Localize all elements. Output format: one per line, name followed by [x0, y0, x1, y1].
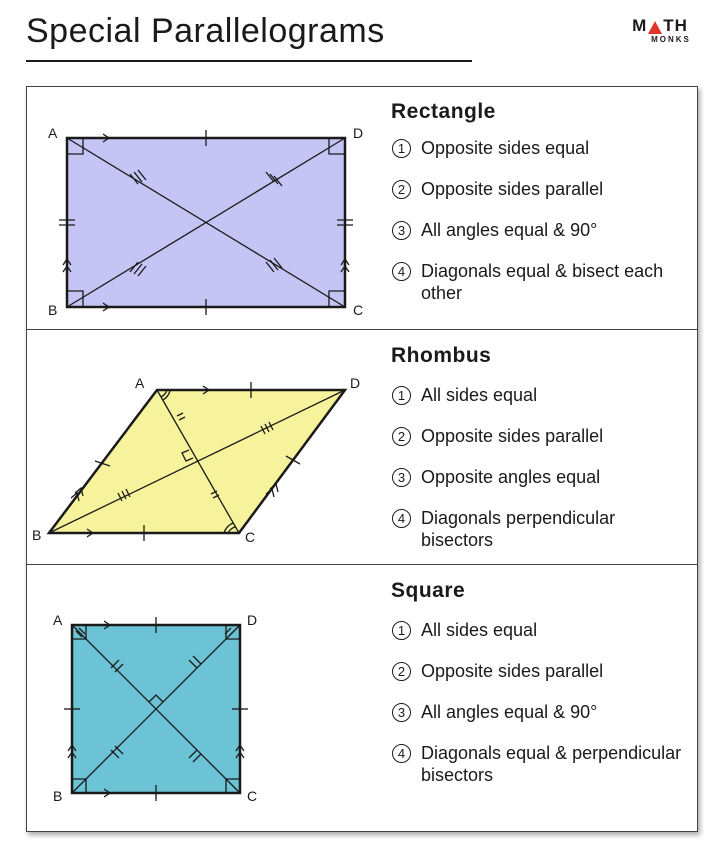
number-badge: 3 [391, 701, 413, 723]
property-text: All sides equal [421, 385, 538, 405]
vertex-label-d: D [247, 612, 258, 628]
square-properties [391, 619, 691, 805]
property-item [391, 701, 691, 723]
square-diagram [27, 565, 387, 830]
rectangle-diagram [27, 87, 387, 329]
logo-letters-left: M [632, 16, 648, 35]
number-badge: 1 [391, 137, 413, 159]
property-text: Opposite sides parallel [421, 179, 604, 199]
vertex-label-c: C [353, 302, 364, 318]
property-item [391, 619, 691, 641]
vertex-label-c: C [245, 529, 256, 545]
vertex-label-b: B [48, 302, 58, 318]
number-badge: 4 [391, 742, 413, 764]
property-item [391, 260, 691, 304]
vertex-label-a: A [135, 375, 145, 391]
logo-letters-right: TH [663, 16, 688, 35]
vertex-label-b: B [32, 527, 42, 543]
property-text: Diagonals perpendicular bisectors [421, 508, 616, 550]
property-item [391, 660, 691, 682]
rhombus-properties [391, 384, 691, 570]
property-item [391, 137, 691, 159]
rectangle-title: Rectangle [391, 100, 496, 123]
vertex-label-a: A [48, 125, 58, 141]
rhombus-diagram [27, 330, 387, 565]
math-monks-logo [620, 16, 700, 44]
number-badge: 4 [391, 260, 413, 282]
property-text: Opposite sides equal [421, 138, 590, 158]
property-item [391, 178, 691, 200]
vertex-label-d: D [353, 125, 364, 141]
property-text: Opposite sides parallel [421, 661, 604, 681]
property-text: Diagonals equal & perpendicular bisectors [421, 743, 682, 785]
property-item [391, 384, 691, 406]
number-badge: 2 [391, 660, 413, 682]
property-item [391, 507, 691, 551]
logo-subtitle: MONKS [651, 35, 691, 44]
property-item [391, 219, 691, 241]
title-underline [26, 60, 472, 62]
square-title: Square [391, 579, 466, 602]
number-badge: 2 [391, 425, 413, 447]
number-badge: 3 [391, 466, 413, 488]
property-text: All angles equal & 90° [421, 220, 598, 240]
property-text: Opposite sides parallel [421, 426, 604, 446]
vertex-label-d: D [350, 375, 361, 391]
logo-triangle-icon [648, 21, 662, 34]
rhombus-title: Rhombus [391, 344, 492, 367]
rhombus-section [27, 329, 697, 565]
number-badge: 2 [391, 178, 413, 200]
property-text: Diagonals equal & bisect each other [421, 261, 664, 303]
property-item [391, 425, 691, 447]
vertex-label-c: C [247, 788, 258, 804]
number-badge: 4 [391, 507, 413, 529]
vertex-label-a: A [53, 612, 63, 628]
property-item [391, 742, 691, 786]
property-text: All sides equal [421, 620, 538, 640]
vertex-label-b: B [53, 788, 63, 804]
property-item [391, 466, 691, 488]
number-badge: 1 [391, 619, 413, 641]
page-title: Special Parallelograms [26, 12, 385, 50]
number-badge: 3 [391, 219, 413, 241]
square-section [27, 564, 697, 830]
rectangle-section [27, 87, 697, 329]
number-badge: 1 [391, 384, 413, 406]
rectangle-properties [391, 137, 691, 323]
parallelograms-card [26, 86, 698, 832]
property-text: Opposite angles equal [421, 467, 601, 487]
property-text: All angles equal & 90° [421, 702, 598, 722]
